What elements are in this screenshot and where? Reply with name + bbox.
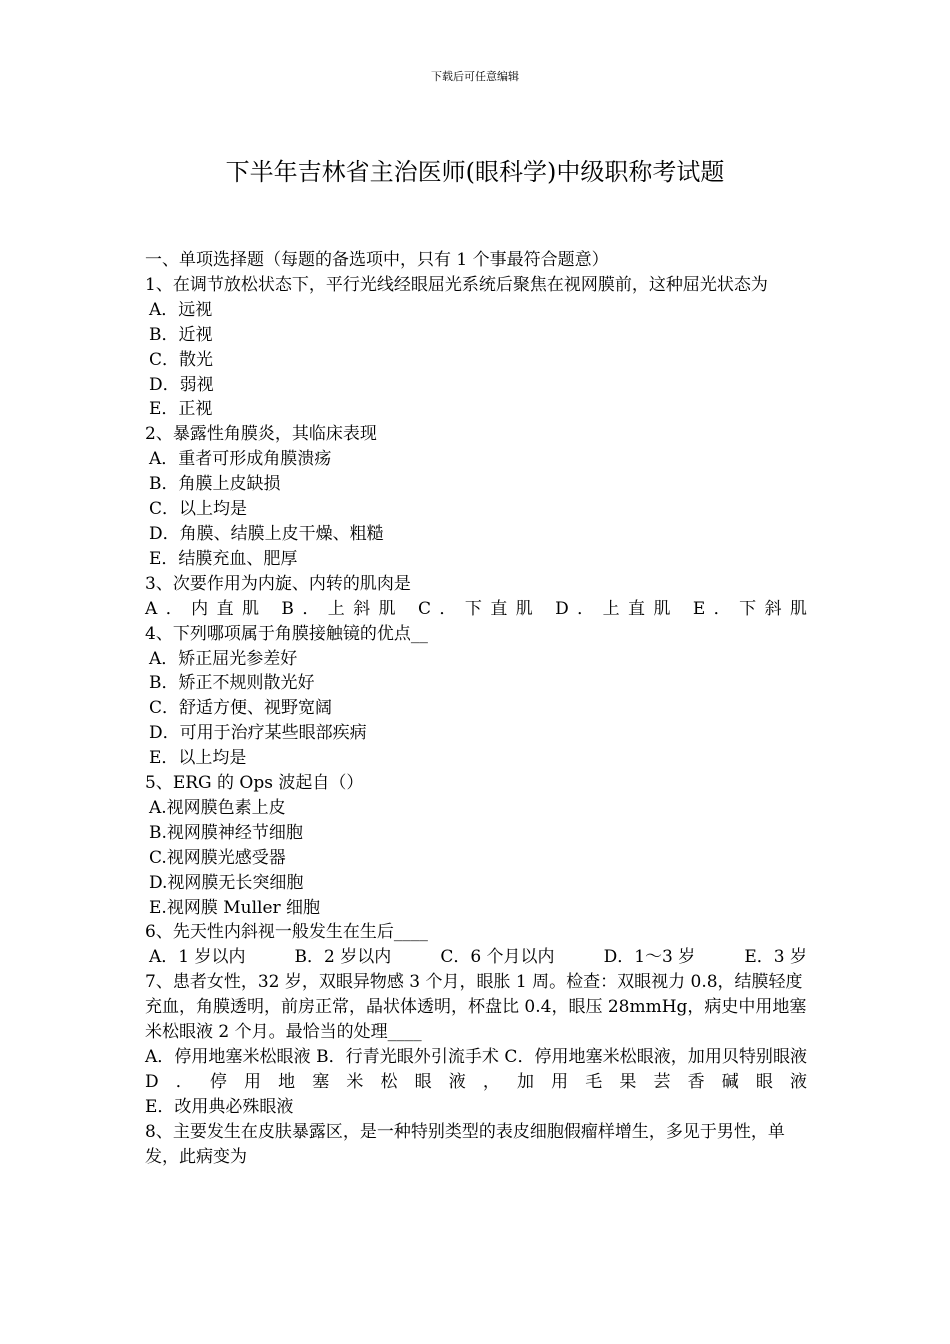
question-5-stem: 5、ERG 的 Ops 波起自（） xyxy=(145,773,364,794)
question-3-option-e: E．下斜肌 xyxy=(692,598,808,619)
question-4-option-d: D．可用于治疗某些眼部疾病 xyxy=(149,723,367,744)
question-2-option-d: D．角膜、结膜上皮干燥、粗糙 xyxy=(149,523,384,544)
question-6-option-b: B．2 岁以内 xyxy=(294,947,392,968)
question-5-option-e: E.视网膜 Muller 细胞 xyxy=(149,897,321,918)
question-5-option-a: A.视网膜色素上皮 xyxy=(149,797,286,818)
question-3-option-b: B．上斜肌 xyxy=(281,598,405,619)
question-4-option-c: C．舒适方便、视野宽阔 xyxy=(149,698,333,719)
question-4-option-a: A．矫正屈光参差好 xyxy=(149,648,298,669)
question-3-options xyxy=(145,597,807,622)
question-7-stem: 7、患者女性，32 岁，双眼异物感 3 个月，眼胀 1 周。检查：双眼视力 0.8，结膜轻度充血，角膜透明，前房正常，晶状体透明，杯盘比 0.4，眼压 28mmHg，病史中用地塞米松眼液 2 个月。最恰当的处理____ xyxy=(145,972,807,1043)
question-7-option-b: B．行青光眼外引流手术 xyxy=(316,1047,499,1067)
question-3-option-a: A．内直肌 xyxy=(145,598,268,619)
question-2-option-b: B．角膜上皮缺损 xyxy=(149,474,281,495)
question-list xyxy=(145,248,807,1170)
question-3-option-d: D．上直肌 xyxy=(555,598,679,619)
question-5-option-b: B.视网膜神经节细胞 xyxy=(149,822,303,843)
question-5-option-d: D.视网膜无长突细胞 xyxy=(149,872,304,893)
question-6-option-e: E．3 岁 xyxy=(744,947,807,968)
question-4-option-e: E．以上均是 xyxy=(149,748,247,769)
question-2-option-e: E．结膜充血、肥厚 xyxy=(149,548,298,569)
question-1-option-e: E．正视 xyxy=(149,399,213,420)
question-1-option-c: C．散光 xyxy=(149,349,214,370)
question-2-option-a: A．重者可形成角膜溃疡 xyxy=(149,449,332,470)
question-1-option-a: A．远视 xyxy=(149,299,213,320)
question-5-option-c: C.视网膜光感受器 xyxy=(149,847,286,868)
question-7-option-d: D．停用地塞米松眼液，加用毛果芸香碱眼液 xyxy=(145,1071,807,1092)
question-7-option-a: A．停用地塞米松眼液 xyxy=(145,1047,311,1067)
question-3-option-c: C．下直肌 xyxy=(417,598,542,619)
question-6-stem: 6、先天性内斜视一般发生在生后____ xyxy=(145,922,428,943)
question-3-stem: 3、次要作用为内旋、内转的肌肉是 xyxy=(145,573,411,594)
question-2-stem: 2、暴露性角膜炎，其临床表现 xyxy=(145,424,377,445)
question-6-options xyxy=(145,945,807,970)
page-title: 下半年吉林省主治医师(眼科学)中级职称考试题 xyxy=(225,158,725,186)
question-6-option-a: A．1 岁以内 xyxy=(149,947,246,968)
question-4-stem: 4、下列哪项属于角膜接触镜的优点__ xyxy=(145,623,428,644)
question-2-option-c: C．以上均是 xyxy=(149,499,248,520)
question-7-option-e: E．改用典必殊眼液 xyxy=(145,1096,294,1117)
question-7-option-c: C．停用地塞米松眼液，加用贝特别眼液 xyxy=(504,1047,808,1067)
question-1-option-b: B．近视 xyxy=(149,324,213,345)
header-note: 下载后可任意编辑 xyxy=(431,70,519,83)
question-6-option-d: D．1～3 岁 xyxy=(603,947,696,968)
section-heading: 一、单项选择题（每题的备选项中，只有 1 个事最符合题意） xyxy=(145,250,609,270)
question-4-option-b: B．矫正不规则散光好 xyxy=(149,673,315,694)
question-7-options xyxy=(145,1045,807,1095)
question-1-stem: 1、在调节放松状态下，平行光线经眼屈光系统后聚焦在视网膜前，这种屈光状态为 xyxy=(145,274,768,295)
question-8-stem: 8、主要发生在皮肤暴露区，是一种特别类型的表皮细胞假瘤样增生，多见于男性，单发，此病变为 xyxy=(145,1121,785,1167)
question-1-option-d: D．弱视 xyxy=(149,374,214,395)
question-6-option-c: C．6 个月以内 xyxy=(440,947,555,968)
